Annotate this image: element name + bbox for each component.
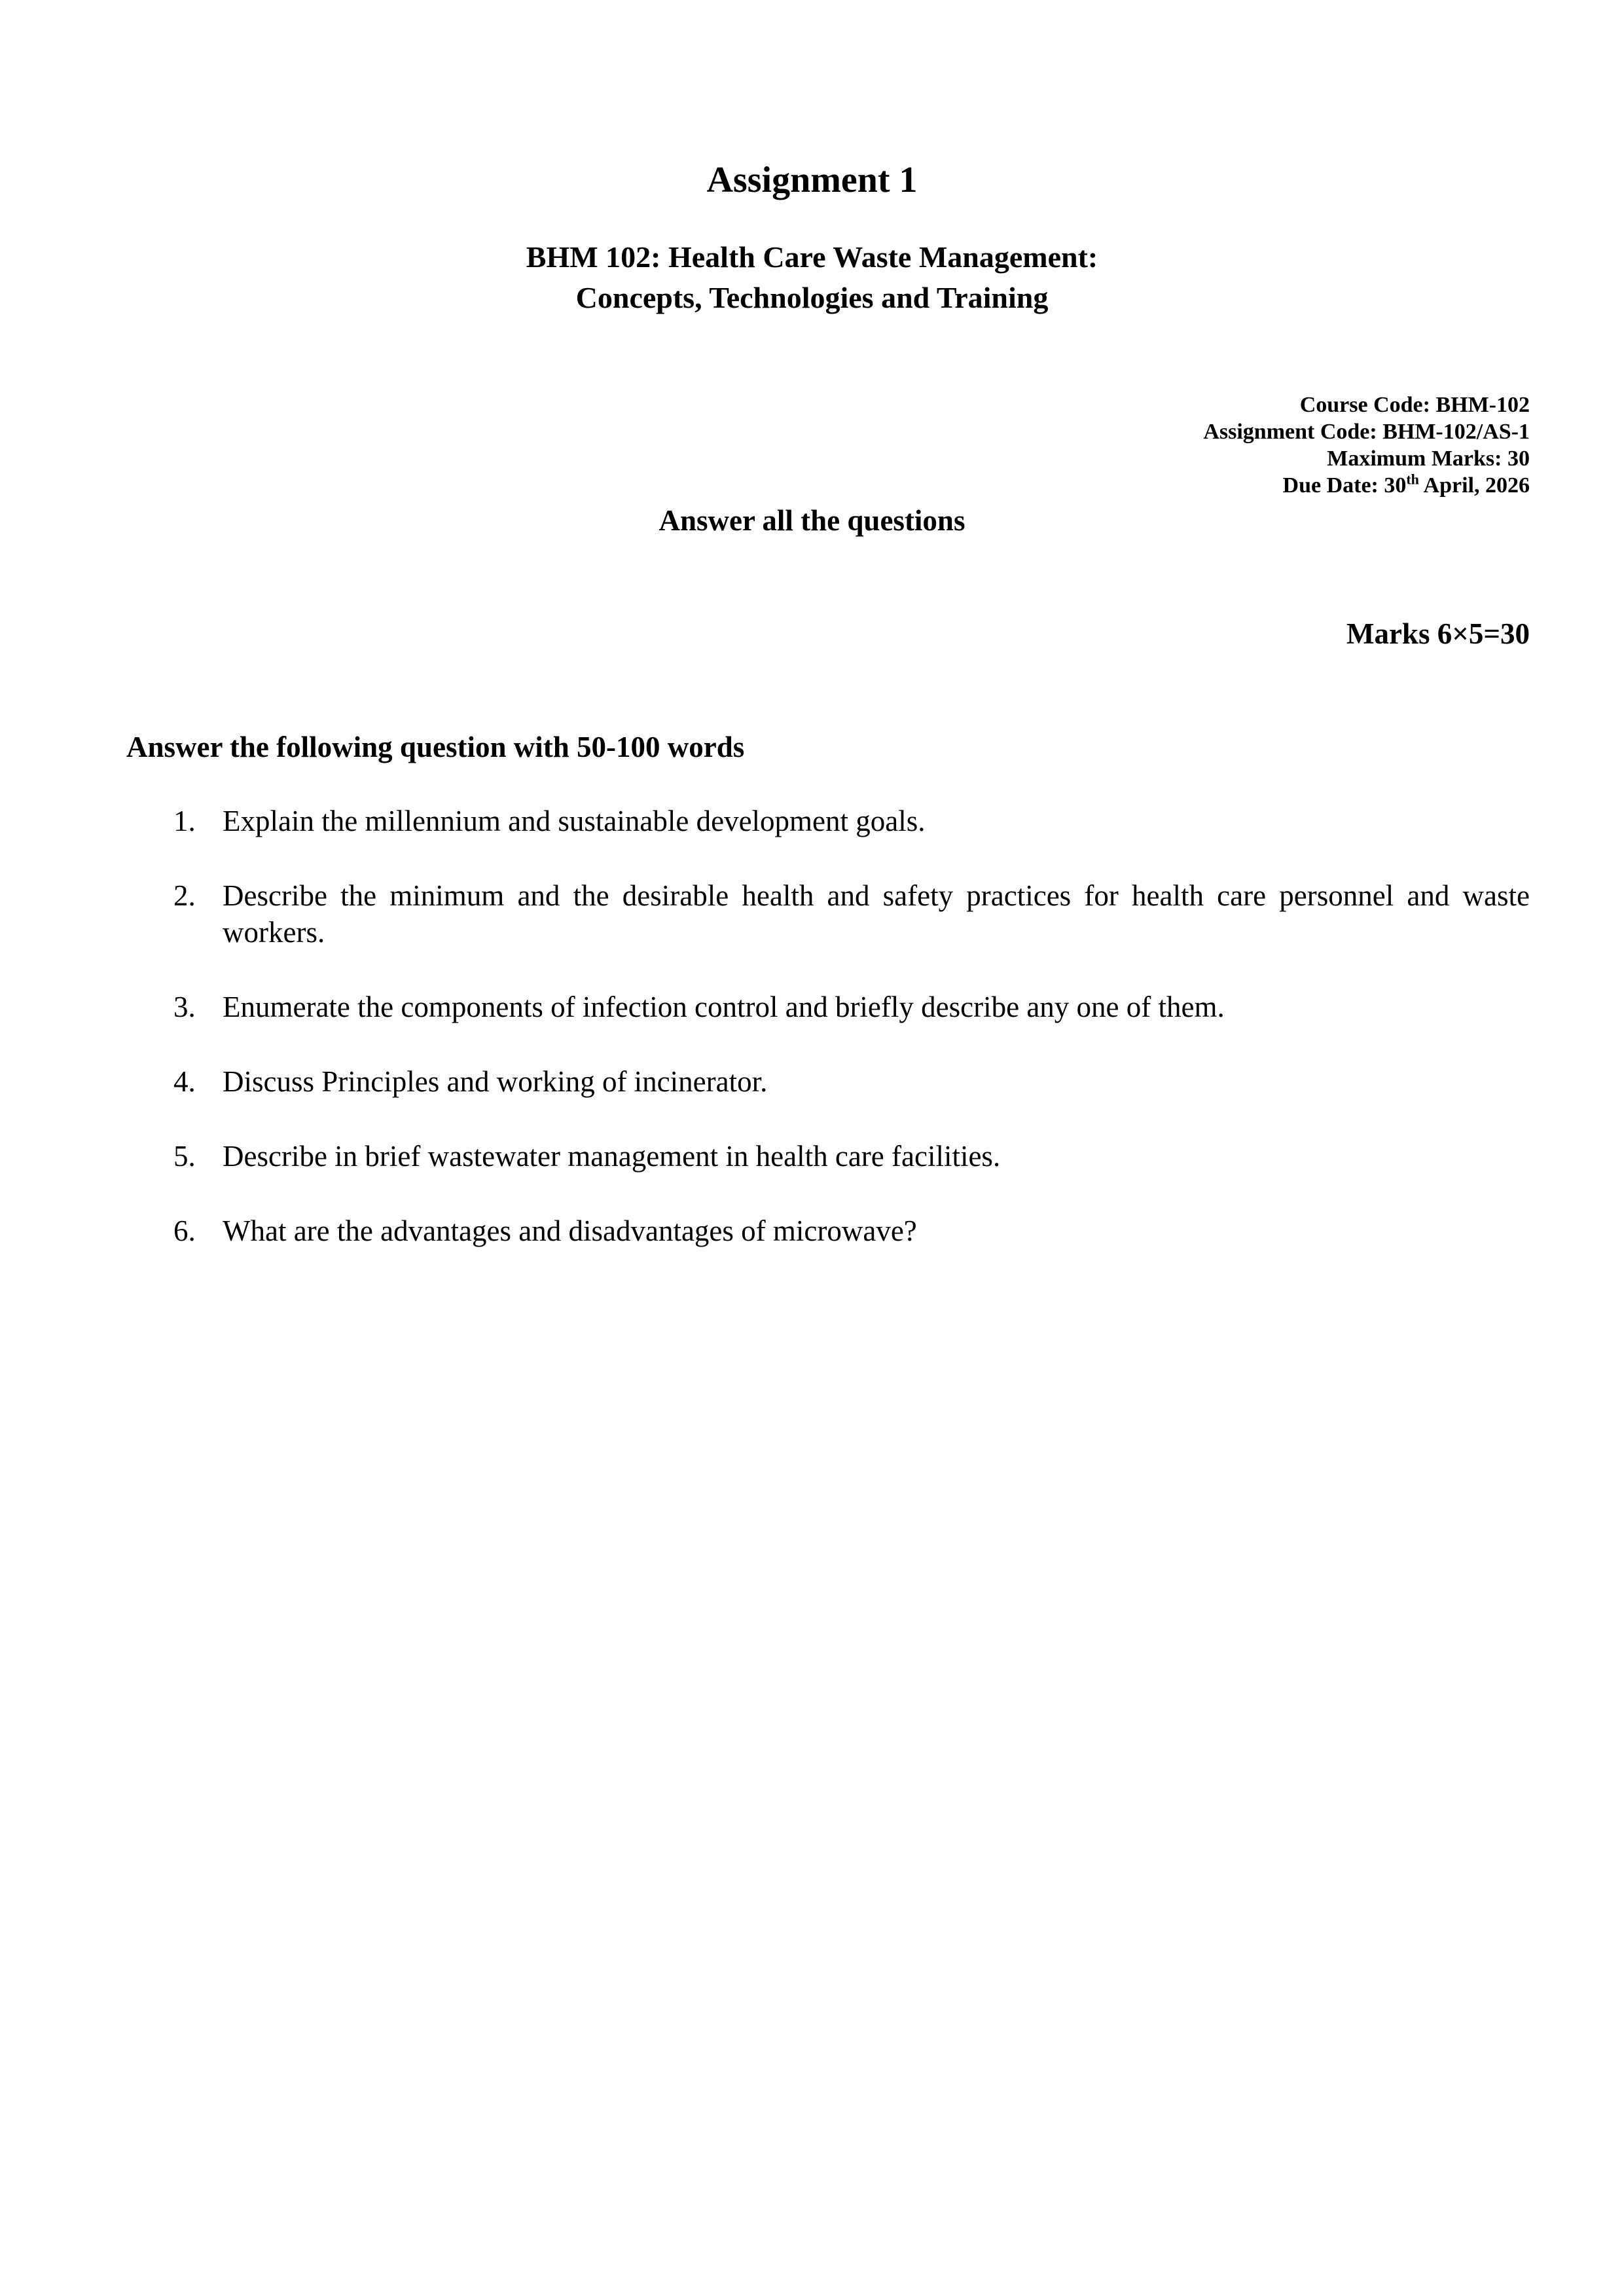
question-number: 4. [173,1065,196,1098]
course-code: Course Code: BHM-102 [1299,393,1530,417]
question-item [126,1063,1530,1100]
assignment-code: Assignment Code: BHM-102/AS-1 [1203,420,1530,444]
due-date-prefix: Due Date: 30 [1282,473,1407,498]
subtitle-line-2: Concepts, Technologies and Training [575,281,1049,314]
due-date-superscript: th [1406,471,1419,488]
document-title: Assignment 1 [706,160,918,200]
question-item [126,1138,1530,1175]
marks-distribution: Marks 6×5=30 [1346,617,1530,650]
due-date [1203,472,1530,499]
question-item [126,989,1530,1025]
section-heading: Answer the following question with 50-100 words [126,731,745,763]
question-item [126,803,1530,839]
question-text: Describe in brief wastewater management in health care facilities. [223,1140,1001,1173]
subtitle-line-1: BHM 102: Health Care Waste Management: [526,240,1098,274]
question-text: Describe the minimum and the desirable health and safety practices for health care personnel and waste workers. [223,879,1530,949]
course-subtitle [0,237,1624,318]
question-list [126,803,1530,1287]
question-number: 6. [173,1214,196,1247]
question-item [126,1212,1530,1249]
assignment-meta [1203,392,1530,499]
maximum-marks: Maximum Marks: 30 [1327,446,1530,471]
question-number: 3. [173,991,196,1023]
question-text: Discuss Principles and working of incinerator. [223,1065,768,1098]
question-number: 5. [173,1140,196,1173]
question-number: 2. [173,879,196,912]
question-text: Enumerate the components of infection control and briefly describe any one of them. [223,991,1225,1023]
question-number: 1. [173,805,196,837]
question-text: Explain the millennium and sustainable development goals. [223,805,926,837]
question-item [126,877,1530,951]
due-date-suffix: April, 2026 [1418,473,1530,498]
question-text: What are the advantages and disadvantages of microwave? [223,1214,917,1247]
instruction-text: Answer all the questions [659,504,965,537]
